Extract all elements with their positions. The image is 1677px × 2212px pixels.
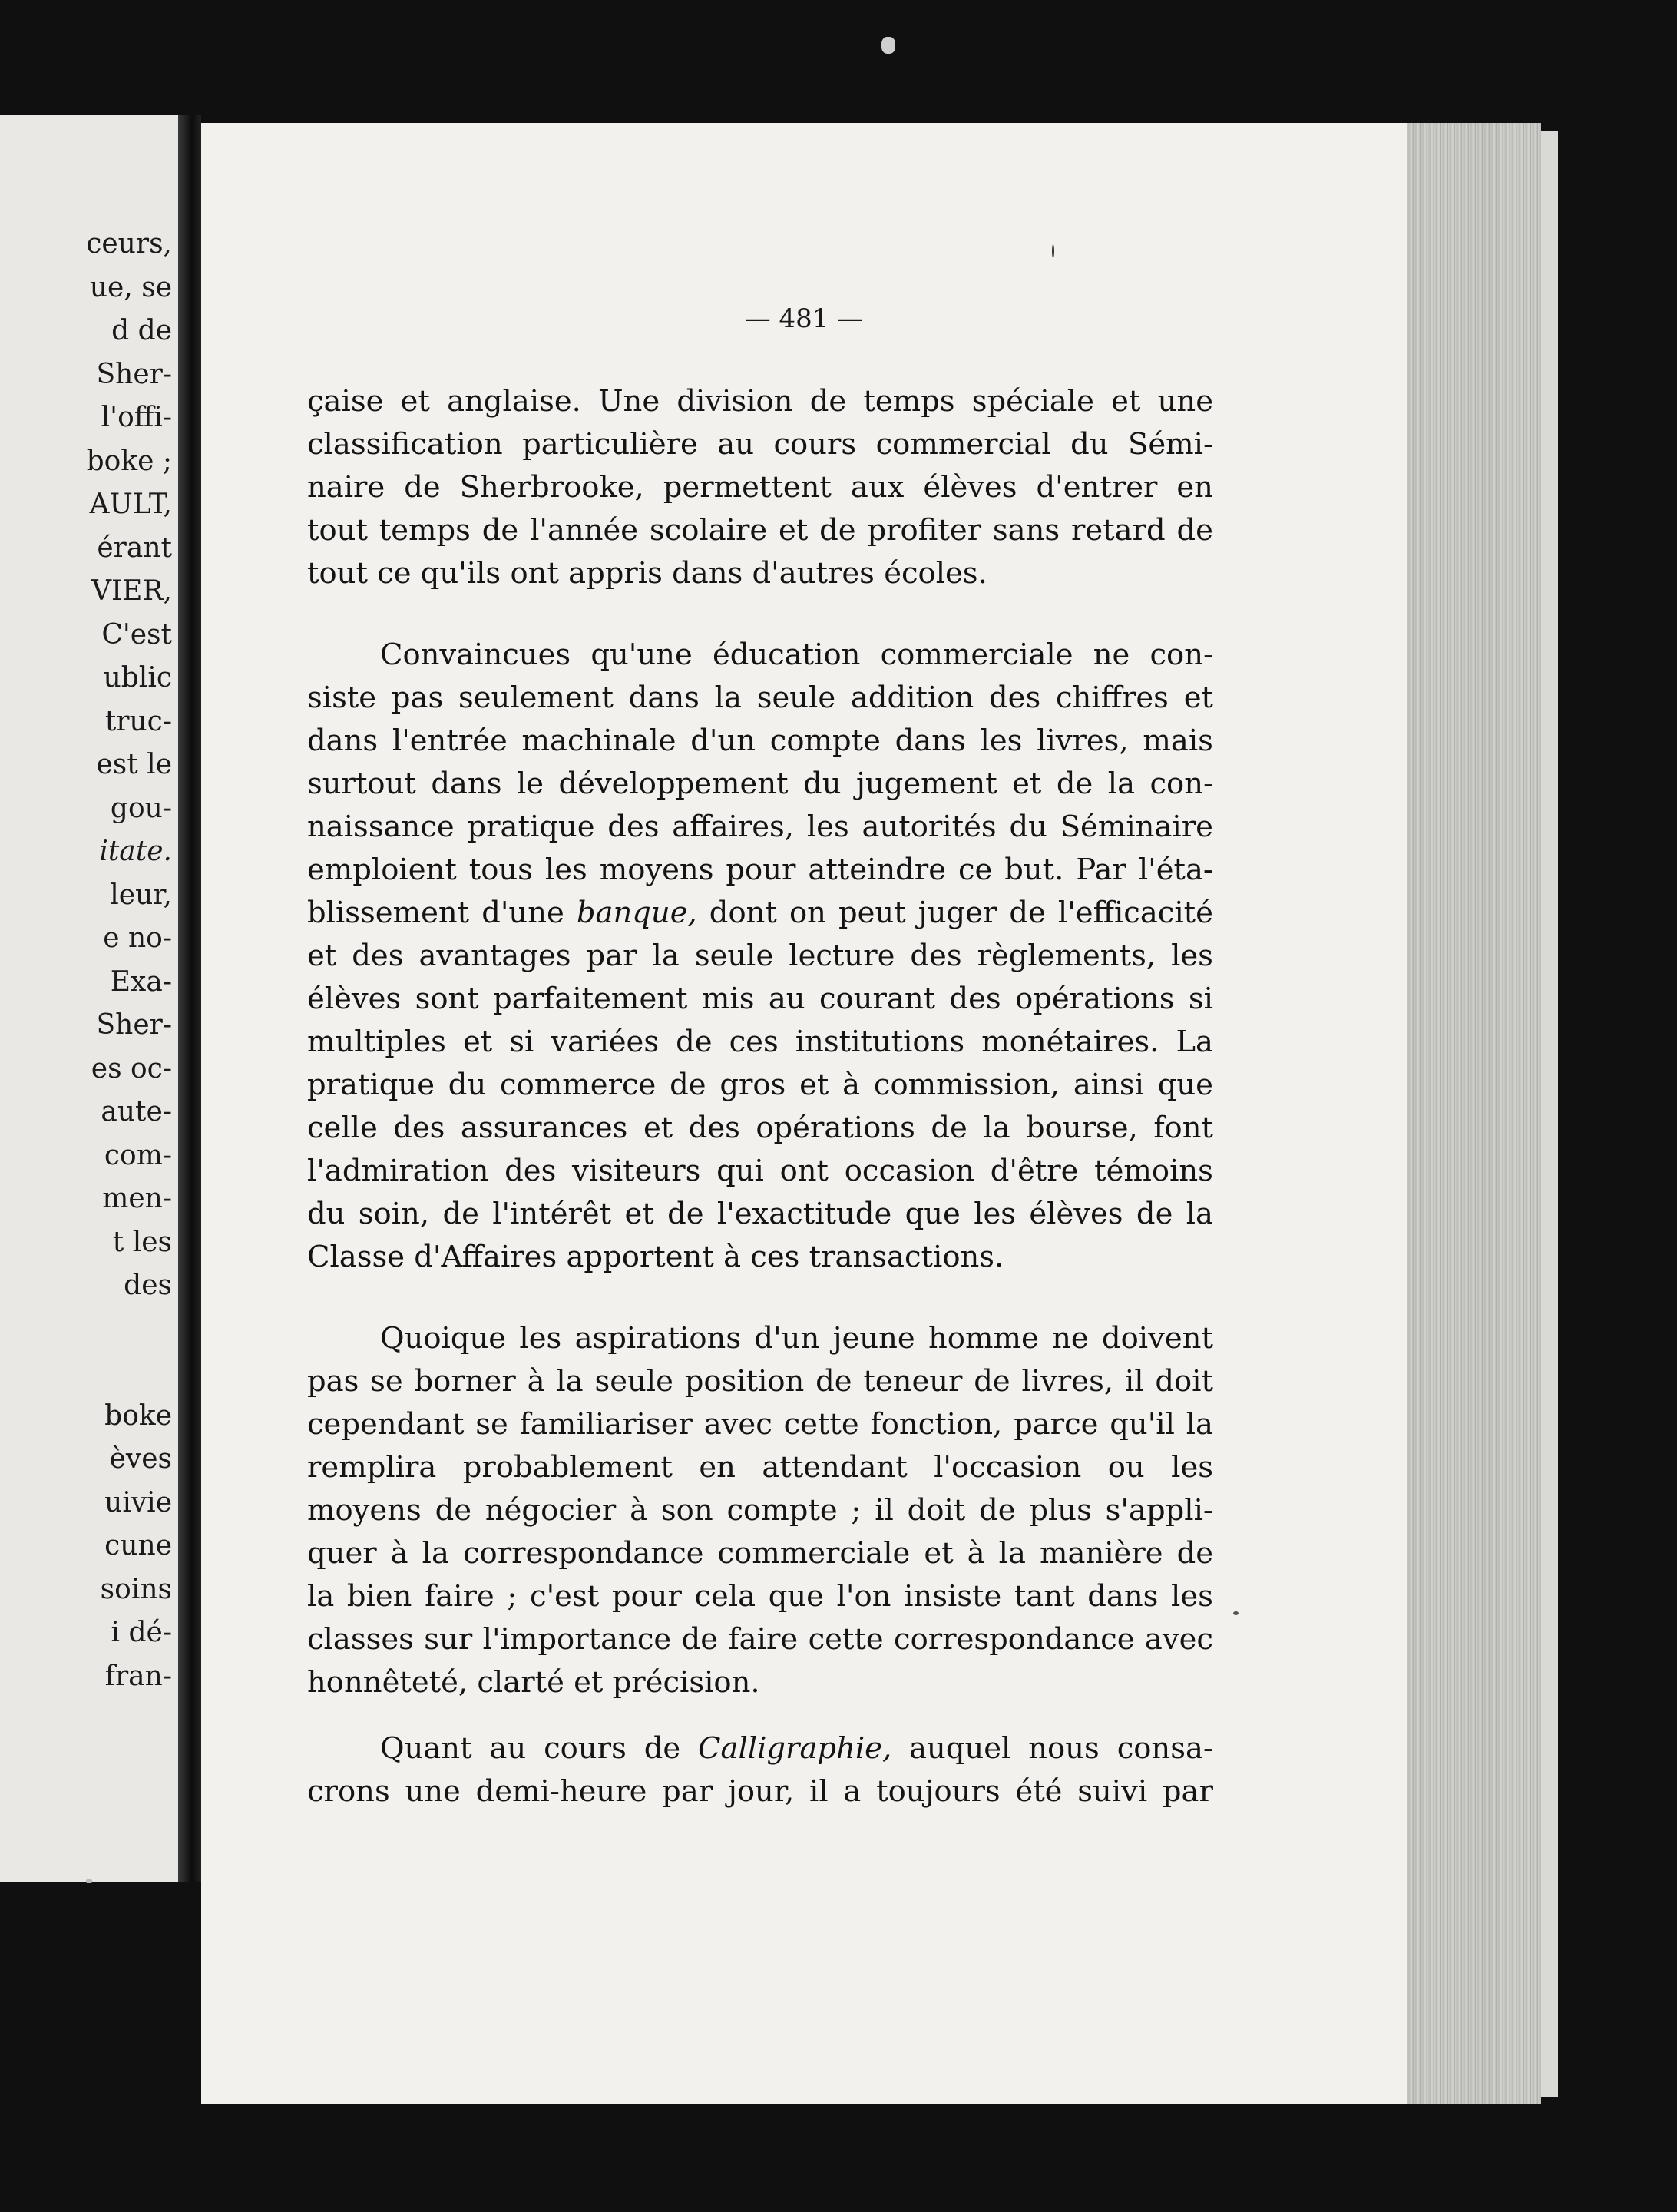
text-line: honnêteté, clarté et précision. (307, 1665, 760, 1700)
text-line: l'admiration des visiteurs qui ont occasion d'être témoins (307, 1154, 1213, 1188)
paragraph (307, 380, 1213, 595)
text-line: remplira probablement en attendant l'occasion ou les (307, 1450, 1213, 1485)
text-line: cependant se familiariser avec cette fonction, parce qu'il la (307, 1407, 1213, 1442)
text-line: naissance pratique des affaires, les autorités du Séminaire (307, 810, 1213, 844)
page-number: — 481 — (744, 303, 864, 334)
facing-page-word: èves (109, 1443, 172, 1475)
text-line: élèves sont parfaitement mis au courant des opérations si (307, 982, 1213, 1016)
facing-page-word: Sher- (96, 1009, 172, 1041)
text-line: tout ce qu'ils ont appris dans d'autres écoles. (307, 556, 987, 591)
text-line: crons une demi-heure par jour, il a toujours été suivi par (307, 1774, 1213, 1809)
text-line: naire de Sherbrooke, permettent aux élèves d'entrer en (307, 470, 1213, 505)
text-line: siste pas seulement dans la seule addition des chiffres et (307, 680, 1213, 715)
facing-page-word: VIER, (91, 575, 172, 607)
paragraph (307, 1317, 1213, 1704)
facing-page-word: soins (100, 1573, 172, 1605)
facing-page-word: gou- (110, 792, 172, 824)
text-line: et des avantages par la seule lecture des règlements, les (307, 939, 1213, 973)
ink-speck (86, 1879, 92, 1883)
facing-page-word: truc- (104, 705, 172, 737)
text-line: surtout dans le développement du jugement et de la con- (307, 767, 1214, 801)
facing-page-word: Exa- (110, 965, 172, 998)
ink-speck (882, 37, 895, 54)
facing-page-word: l'offi- (101, 402, 172, 433)
text-line: blissement d'une banque, dont on peut juger de l'efficacité (307, 896, 1213, 930)
text-line: moyens de négocier à son compte ; il doit de plus s'appli- (307, 1493, 1213, 1528)
ink-speck (1052, 244, 1054, 258)
facing-page-word: i dé- (111, 1617, 172, 1648)
text-line: classes sur l'importance de faire cette correspondance avec (307, 1622, 1213, 1657)
text-line: la bien faire ; c'est pour cela que l'on insiste tant dans les (307, 1579, 1213, 1614)
facing-page-word: com- (104, 1139, 172, 1171)
page-stack-edge-outer (1541, 131, 1558, 2097)
ink-speck (1233, 1611, 1239, 1615)
text-line: tout temps de l'année scolaire et de profiter sans retard de (307, 513, 1213, 548)
text-line: Quant au cours de Calligraphie, auquel nous consa- (380, 1731, 1213, 1766)
text-line: classification particulière au cours commercial du Sémi- (307, 427, 1213, 462)
text-line: Classe d'Affaires apportent à ces transactions. (307, 1240, 1004, 1274)
facing-page-word: ublic (103, 662, 172, 694)
text-line: pas se borner à la seule position de teneur de livres, il doit (307, 1364, 1213, 1399)
facing-page-word: des (124, 1270, 172, 1301)
text-line: du soin, de l'intérêt et de l'exactitude que les élèves de la (307, 1197, 1213, 1231)
facing-page-word: t les (112, 1226, 172, 1258)
text-line: pratique du commerce de gros et à commission, ainsi que (307, 1068, 1213, 1102)
facing-page-word: boke (104, 1399, 172, 1432)
text-line: Convaincues qu'une éducation commerciale ne con- (380, 637, 1214, 672)
paragraph (307, 1727, 1213, 1813)
text-line: Quoique les aspirations d'un jeune homme ne doivent (380, 1321, 1213, 1356)
facing-page-word: es oc- (91, 1052, 172, 1084)
facing-page-word: AULT, (89, 488, 172, 520)
facing-page-word: C'est (101, 618, 172, 651)
text-line: quer à la correspondance commerciale et à la manière de (307, 1536, 1213, 1571)
facing-page-word: e no- (103, 922, 172, 954)
text-line: çaise et anglaise. Une division de temps spéciale et une (307, 384, 1214, 419)
facing-page-word: Sher- (96, 358, 172, 390)
body-text (307, 380, 1213, 1852)
facing-page-word: fran- (104, 1660, 172, 1692)
facing-page-word: boke ; (86, 445, 172, 477)
facing-page-word: cune (104, 1530, 172, 1561)
facing-page-word: érant (97, 531, 172, 564)
facing-page-word: ue, se (89, 271, 172, 303)
facing-page-word: aute- (101, 1096, 172, 1128)
paragraph (307, 634, 1213, 1279)
facing-page-word: est le (96, 749, 172, 780)
text-line: emploient tous les moyens pour atteindre ce but. Par l'éta- (307, 853, 1213, 887)
facing-page-word: d de (111, 315, 172, 346)
text-line: dans l'entrée machinale d'un compte dans les livres, mais (307, 724, 1213, 758)
text-line: multiples et si variées de ces institutions monétaires. La (307, 1025, 1213, 1059)
facing-page-fragment (0, 115, 178, 1882)
facing-page-word: ceurs, (86, 228, 172, 260)
facing-page-word: men- (102, 1183, 172, 1214)
facing-page-word: uivie (104, 1486, 172, 1518)
facing-page-word: leur, (110, 879, 172, 911)
text-line: celle des assurances et des opérations de la bourse, font (307, 1111, 1214, 1145)
book-gutter (178, 115, 201, 1882)
facing-page-word: itate. (99, 836, 172, 867)
page-stack-edge (1407, 123, 1541, 2104)
